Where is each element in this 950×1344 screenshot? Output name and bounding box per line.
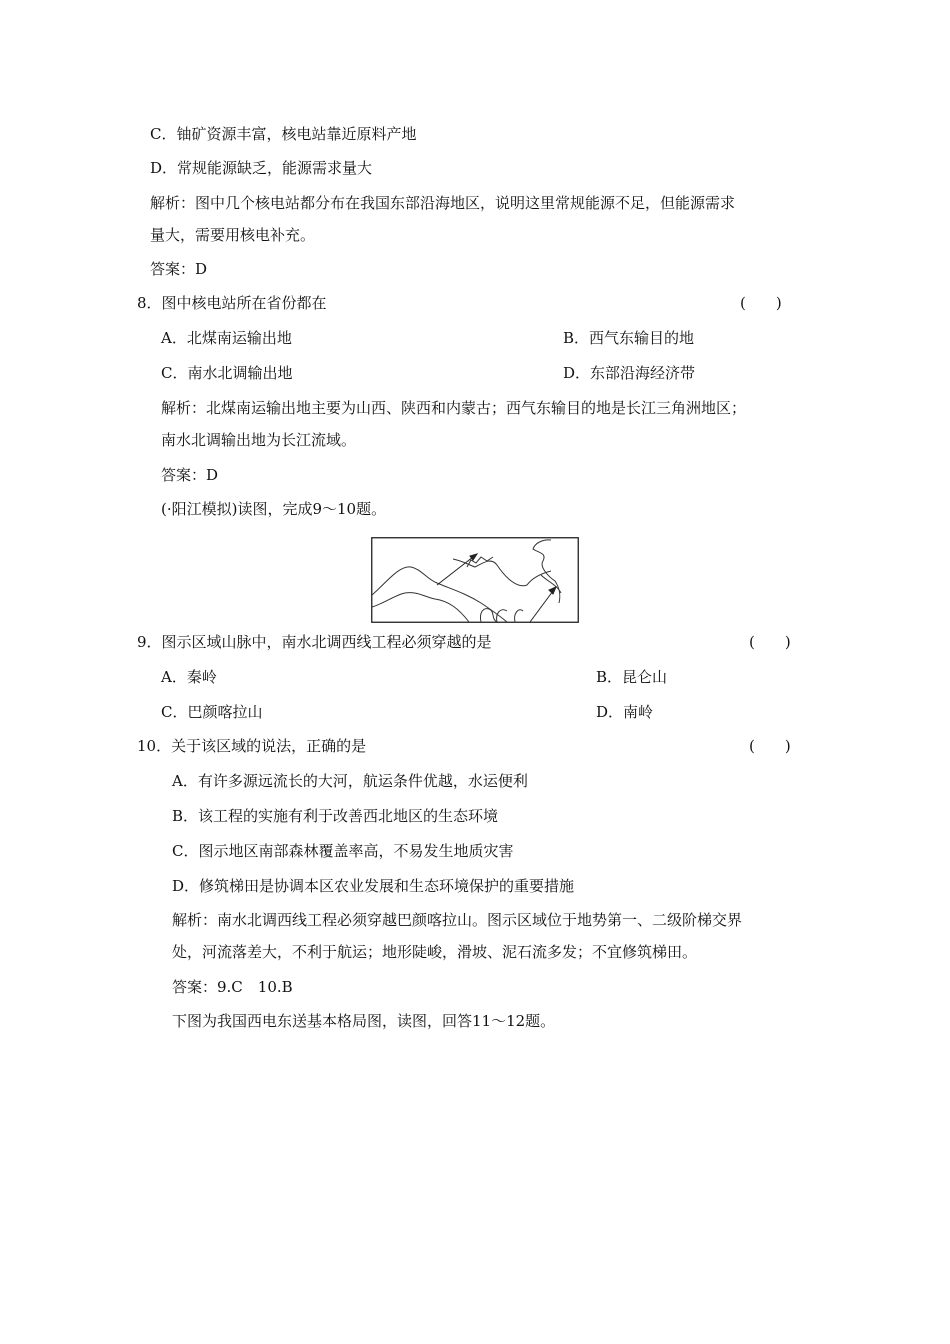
q10-analysis-line-2: 处，河流落差大，不利于航运；地形陡峻，滑坡、泥石流多发；不宜修筑梯田。 (172, 943, 698, 961)
q9-answer-blank: ( ) (749, 633, 791, 651)
intro-9-10: (·阳江模拟)读图，完成9～10题。 (161, 500, 387, 518)
q7-option-c: C．铀矿资源丰富，核电站靠近原料产地 (150, 125, 417, 143)
q8-stem: 8．图中核电站所在省份都在 (137, 294, 327, 312)
q8-answer-blank: ( ) (740, 294, 782, 312)
q7-answer: 答案：D (150, 260, 208, 278)
q10-option-c: C．图示地区南部森林覆盖率高，不易发生地质灾害 (172, 842, 514, 860)
q8-answer: 答案：D (161, 466, 219, 484)
q9-option-a: A．秦岭 (161, 668, 217, 686)
q10-option-b: B．该工程的实施有利于改善西北地区的生态环境 (172, 807, 499, 825)
q8-option-b: B．西气东输目的地 (563, 329, 695, 347)
q9-stem: 9．图示区域山脉中，南水北调西线工程必须穿越的是 (137, 633, 492, 651)
q9-option-c: C．巴颜喀拉山 (161, 703, 263, 721)
q10-answer: 答案：9.C 10.B (172, 978, 293, 996)
q8-option-c: C．南水北调输出地 (161, 364, 293, 382)
q9-option-d: D．南岭 (596, 703, 654, 721)
q9-option-b: B．昆仑山 (596, 668, 668, 686)
q10-option-a: A．有许多源远流长的大河，航运条件优越，水运便利 (172, 772, 528, 790)
q10-stem: 10．关于该区域的说法，正确的是 (137, 737, 367, 755)
q8-option-a: A．北煤南运输出地 (161, 329, 292, 347)
q10-option-d: D．修筑梯田是协调本区农业发展和生态环境保护的重要措施 (172, 877, 575, 895)
q8-option-d: D．东部沿海经济带 (563, 364, 696, 382)
q10-analysis-line-1: 解析：南水北调西线工程必须穿越巴颜喀拉山。图示区域位于地势第一、二级阶梯交界 (172, 911, 743, 929)
intro-11-12: 下图为我国西电东送基本格局图，读图，回答11～12题。 (172, 1012, 556, 1030)
region-map-figure (371, 537, 579, 623)
q7-analysis-line-2: 量大，需要用核电补充。 (150, 226, 316, 244)
q8-analysis-line-1: 解析：北煤南运输出地主要为山西、陕西和内蒙古；西气东输目的地是长江三角洲地区； (161, 399, 747, 417)
q10-answer-blank: ( ) (749, 737, 791, 755)
q7-option-d: D．常规能源缺乏，能源需求量大 (150, 159, 373, 177)
q7-analysis-line-1: 解析：图中几个核电站都分布在我国东部沿海地区，说明这里常规能源不足，但能源需求 (150, 194, 736, 212)
q8-analysis-line-2: 南水北调输出地为长江流域。 (161, 431, 357, 449)
